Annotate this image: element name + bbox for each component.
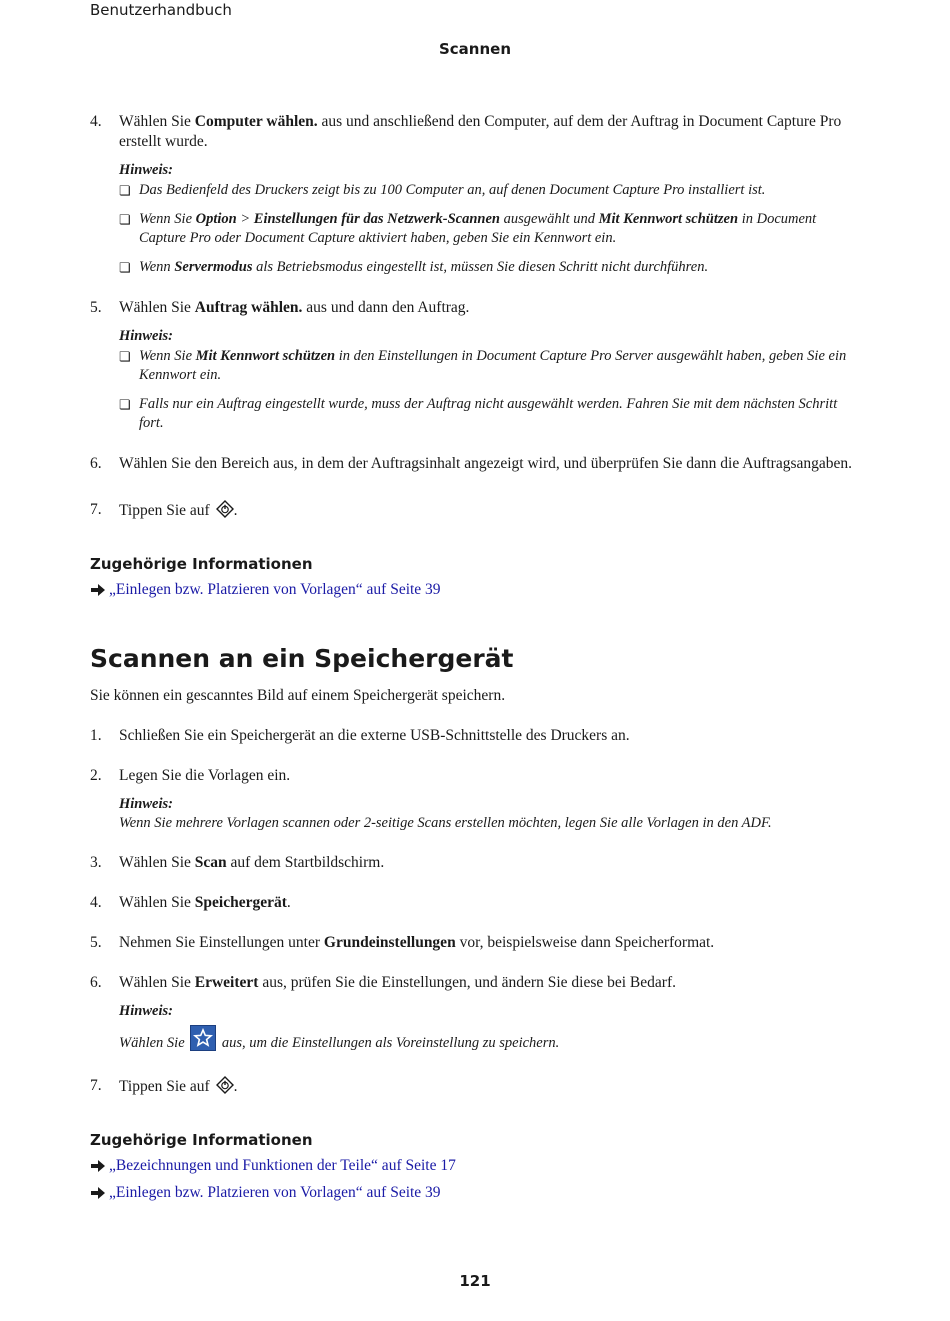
text-run: Tippen Sie auf — [119, 502, 214, 519]
bold-term: Auftrag wählen. — [194, 299, 303, 316]
arrow-right-icon — [90, 1159, 106, 1173]
link-text[interactable]: „Bezeichnungen und Funktionen der Teile“ auf Seite 17 — [109, 1157, 456, 1174]
note-title: Hinweis: — [119, 1003, 173, 1019]
step-number: 1. — [90, 727, 102, 744]
page-number: 121 — [459, 1272, 491, 1290]
link-text[interactable]: „Einlegen bzw. Platzieren von Vorlagen“ auf Seite 39 — [109, 1184, 441, 1201]
step-text — [119, 893, 860, 913]
step-text — [119, 112, 860, 152]
step-number: 5. — [90, 299, 102, 316]
text-run: Wählen Sie — [119, 894, 195, 911]
step-text: Schließen Sie ein Speichergerät an die externe USB-Schnittstelle des Druckers an. — [119, 727, 630, 744]
note-text — [139, 347, 860, 385]
step-7 — [90, 500, 860, 521]
checkbox-bullet-icon: ❏ — [119, 212, 131, 227]
start-button-icon — [216, 500, 234, 518]
step-number: 4. — [90, 113, 102, 130]
text-run: > — [236, 211, 254, 227]
note — [119, 795, 860, 833]
related-info-heading: Zugehörige Informationen — [90, 555, 313, 573]
note-item — [119, 258, 860, 277]
text-run: . — [233, 502, 238, 519]
manual-title: Benutzerhandbuch — [90, 1, 232, 19]
text-run: . — [286, 894, 291, 911]
related-link[interactable] — [90, 580, 860, 600]
step-number: 2. — [90, 767, 102, 784]
bold-term: Mit Kennwort schützen — [195, 348, 336, 364]
checkbox-bullet-icon: ❏ — [119, 397, 131, 412]
step-6 — [90, 454, 860, 474]
note-item — [119, 395, 860, 433]
text-run: ausgewählt und — [499, 211, 599, 227]
note-text — [139, 258, 708, 277]
text-run: Wählen Sie — [119, 1035, 189, 1051]
text-run: aus, prüfen Sie die Einstellungen, und ändern Sie diese bei Bedarf. — [258, 974, 676, 991]
star-preset-icon — [190, 1025, 216, 1051]
note-item — [119, 210, 860, 248]
text-run: Wählen Sie — [119, 113, 195, 130]
note-text — [119, 1025, 860, 1053]
page-content — [90, 112, 860, 1203]
text-run: aus und anschließend den Computer, auf dem der Auftrag in Document Capture Pro erstellt wurde. — [119, 113, 842, 150]
step-number: 7. — [90, 1077, 102, 1094]
step-1 — [90, 726, 860, 746]
step-number: 3. — [90, 854, 102, 871]
bold-term: Speichergerät — [194, 894, 287, 911]
step-text: Wählen Sie den Bereich aus, in dem der Auftragsinhalt angezeigt wird, und überprüfen Sie dann die Auftragsangaben. — [119, 455, 853, 472]
text-run: Wenn — [139, 259, 175, 275]
text-run: aus und dann den Auftrag. — [302, 299, 470, 316]
step-text — [119, 933, 860, 953]
text-run: Wenn Sie — [139, 348, 196, 364]
checkbox-bullet-icon: ❏ — [119, 183, 131, 198]
bold-term: Servermodus — [174, 259, 253, 275]
step-4 — [90, 112, 860, 152]
step-5 — [90, 298, 860, 318]
step-number: 6. — [90, 974, 102, 991]
step-7b — [90, 1076, 860, 1097]
note-item — [119, 347, 860, 385]
step-text — [119, 1076, 860, 1097]
text-run: aus, um die Einstellungen als Voreinstellung zu speichern. — [218, 1035, 560, 1051]
note — [119, 327, 860, 433]
text-run: Wählen Sie — [119, 299, 195, 316]
note — [119, 161, 860, 277]
note-text: Falls nur ein Auftrag eingestellt wurde, muss der Auftrag nicht ausgewählt werden. Fahren Sie mit dem nächsten Schritt fort. — [139, 396, 838, 431]
bold-term: Computer wählen. — [194, 113, 318, 130]
checkbox-bullet-icon: ❏ — [119, 260, 131, 275]
section-title: Scannen an ein Speichergerät — [90, 644, 514, 673]
text-run: Nehmen Sie Einstellungen unter — [119, 934, 324, 951]
text-run: als Betriebsmodus eingestellt ist, müssen Sie diesen Schritt nicht durchführen. — [252, 259, 709, 275]
related-link[interactable] — [90, 1156, 860, 1176]
step-6b — [90, 973, 860, 993]
note-text: Das Bedienfeld des Druckers zeigt bis zu 100 Computer an, auf denen Document Capture Pro installiert ist. — [139, 182, 766, 198]
bold-term: Erweitert — [194, 974, 259, 991]
step-number: 7. — [90, 501, 102, 518]
note-text: Wenn Sie mehrere Vorlagen scannen oder 2-seitige Scans erstellen möchten, legen Sie alle Vorlagen in den ADF. — [119, 815, 772, 831]
intro-text: Sie können ein gescanntes Bild auf einem Speichergerät speichern. — [90, 687, 506, 704]
note-item — [119, 181, 860, 200]
note-title: Hinweis: — [119, 162, 173, 178]
bold-term: Option — [195, 211, 237, 227]
text-run: in den Einstellungen in Document Capture Pro Server ausgewählt haben, geben Sie ein Kennwort ein. — [139, 348, 847, 383]
step-text: Legen Sie die Vorlagen ein. — [119, 767, 291, 784]
note-title: Hinweis: — [119, 328, 173, 344]
step-text — [119, 853, 860, 873]
bold-term: Mit Kennwort schützen — [598, 211, 739, 227]
text-run: . — [233, 1078, 238, 1095]
checkbox-bullet-icon: ❏ — [119, 349, 131, 364]
step-2 — [90, 766, 860, 786]
step-text — [119, 500, 860, 521]
bold-term: Scan — [194, 854, 227, 871]
text-run: Wenn Sie — [139, 211, 196, 227]
start-button-icon — [216, 1076, 234, 1094]
text-run: vor, beispielsweise dann Speicherformat. — [455, 934, 715, 951]
bold-term: Einstellungen für das Netzwerk-Scannen — [253, 211, 500, 227]
arrow-right-icon — [90, 583, 106, 597]
step-number: 5. — [90, 934, 102, 951]
note-title: Hinweis: — [119, 796, 173, 812]
step-3 — [90, 853, 860, 873]
note-text — [139, 210, 860, 248]
link-text[interactable]: „Einlegen bzw. Platzieren von Vorlagen“ auf Seite 39 — [109, 581, 441, 598]
step-text — [119, 298, 860, 318]
text-run: in Document Capture Pro oder Document Capture aktiviert haben, geben Sie ein Kennwort ein. — [139, 211, 817, 246]
note — [119, 1002, 860, 1053]
step-number: 6. — [90, 455, 102, 472]
text-run: Wählen Sie — [119, 974, 195, 991]
related-link[interactable] — [90, 1183, 860, 1203]
step-5b — [90, 933, 860, 953]
text-run: Wählen Sie — [119, 854, 195, 871]
text-run: Tippen Sie auf — [119, 1078, 214, 1095]
step-text — [119, 973, 860, 993]
step-number: 4. — [90, 894, 102, 911]
bold-term: Grundeinstellungen — [323, 934, 456, 951]
section-header: Scannen — [438, 40, 512, 58]
step-4b — [90, 893, 860, 913]
arrow-right-icon — [90, 1186, 106, 1200]
related-info-heading: Zugehörige Informationen — [90, 1131, 313, 1149]
text-run: auf dem Startbildschirm. — [226, 854, 385, 871]
